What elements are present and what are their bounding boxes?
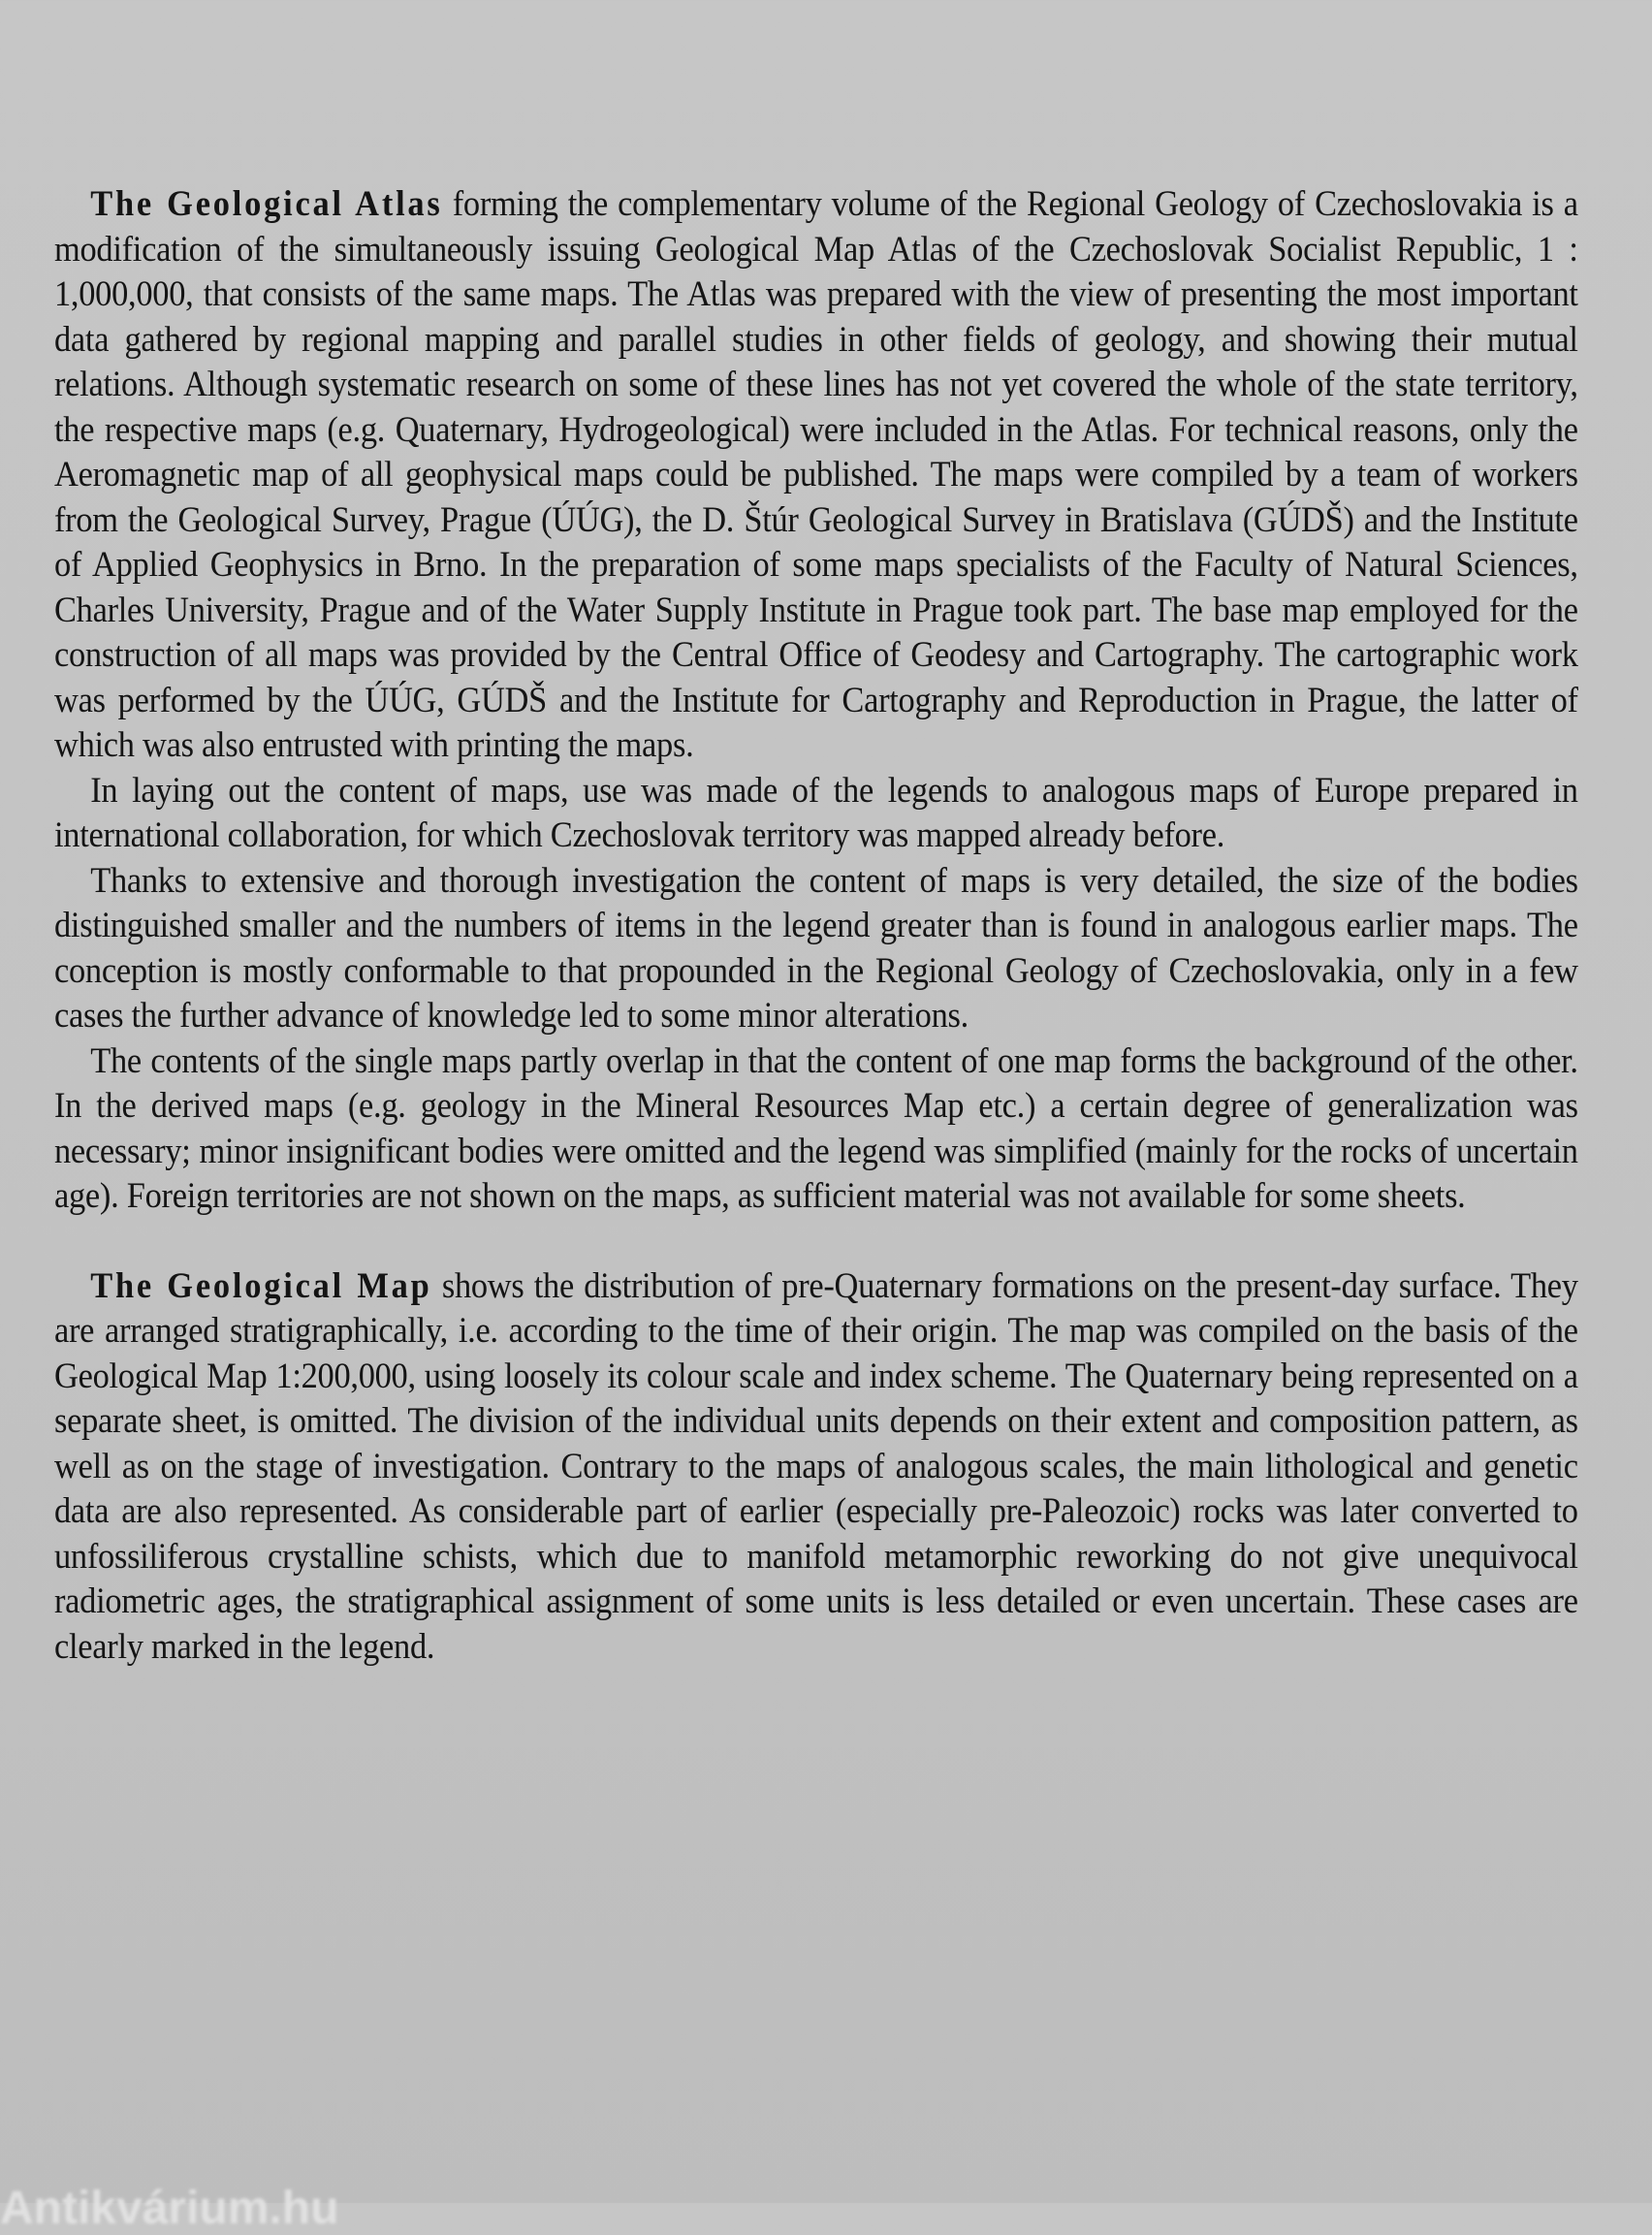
paragraph-investigation: Thanks to extensive and thorough investigation the content of maps is very detailed, the size of the bodies distinguished smaller and the numbers of items in the legend greater than is found in analogous earlier maps. The conception is mostly conformable to that propounded in the Regional Geology of Czechoslovakia, only in a few cases the further advance of knowledge led to some minor alterations. — [54, 860, 1578, 1036]
paragraph-geological-map: The Geological Map shows the distribution of pre-Quaternary formations on the present-day surface. They are arranged stratigraphically, i.e. according to the time of their origin. The map was compiled on the basis of the Geological Map 1:200,000, using loosely its colour scale and index scheme. The Quaternary being represented on a separate sheet, is omitted. The division of the individual units depends on their extent and composition pattern, as well as on the stage of investigation. Contrary to the maps of analogous scales, the main lithological and genetic data are also represented. As considerable part of earlier (especially pre-Paleozoic) rocks was later converted to unfossiliferous crystalline schists, which due to manifold metamorphic reworking do not give unequivocal radiometric ages, the stratigraphical assignment of some units is less detailed or even uncertain. These cases are clearly marked in the legend. — [54, 1265, 1578, 1667]
page-body — [54, 182, 1578, 1670]
paragraph-atlas-intro: The Geological Atlas forming the complementary volume of the Regional Geology of Czechoslovakia is a modification of the simultaneously issuing Geological Map Atlas of the Czechoslovak Socialist Republic, 1 : 1,000,000, that consists of the same maps. The Atlas was prepared with the view of presenting the most important data gathered by regional mapping and parallel studies in other fields of geology, and showing their mutual relations. Although systematic research on some of these lines has not yet covered the whole of the state territory, the respective maps (e.g. Quaternary, Hydrogeological) were included in the Atlas. For technical reasons, only the Aeromagnetic map of all geophysical maps could be published. The maps were compiled by a team of workers from the Geological Survey, Prague (ÚÚG), the D. Štúr Geological Survey in Bratislava (GÚDŠ) and the Institute of Applied Geophysics in Brno. In the preparation of some maps specialists of the Faculty of Natural Sciences, Charles University, Prague and of the Water Supply Institute in Prague took part. The base map employed for the construction of all maps was provided by the Central Office of Geodesy and Cartography. The cartographic work was performed by the ÚÚG, GÚDŠ and the Institute for Cartography and Reproduction in Prague, the latter of which was also entrusted with printing the maps. — [54, 184, 1578, 765]
section-heading-geological-map: The Geological Map — [90, 1265, 432, 1306]
watermark: Antikvárium.hu — [0, 2183, 339, 2234]
paragraph-legends: In laying out the content of maps, use was made of the legends to analogous maps of Europe prepared in international collaboration, for which Czechoslovak territory was mapped already before. — [54, 770, 1578, 855]
paragraph-overlap: The contents of the single maps partly overlap in that the content of one map forms the background of the other. In the derived maps (e.g. geology in the Mineral Resources Map etc.) a certain degree of generalization was necessary; minor insignificant bodies were omitted and the legend was simplified (mainly for the rocks of uncertain age). Foreign territories are not shown on the maps, as sufficient material was not available for some sheets. — [54, 1040, 1578, 1216]
section-heading-geological-atlas: The Geological Atlas — [90, 184, 443, 224]
section-gap — [54, 1220, 1578, 1264]
